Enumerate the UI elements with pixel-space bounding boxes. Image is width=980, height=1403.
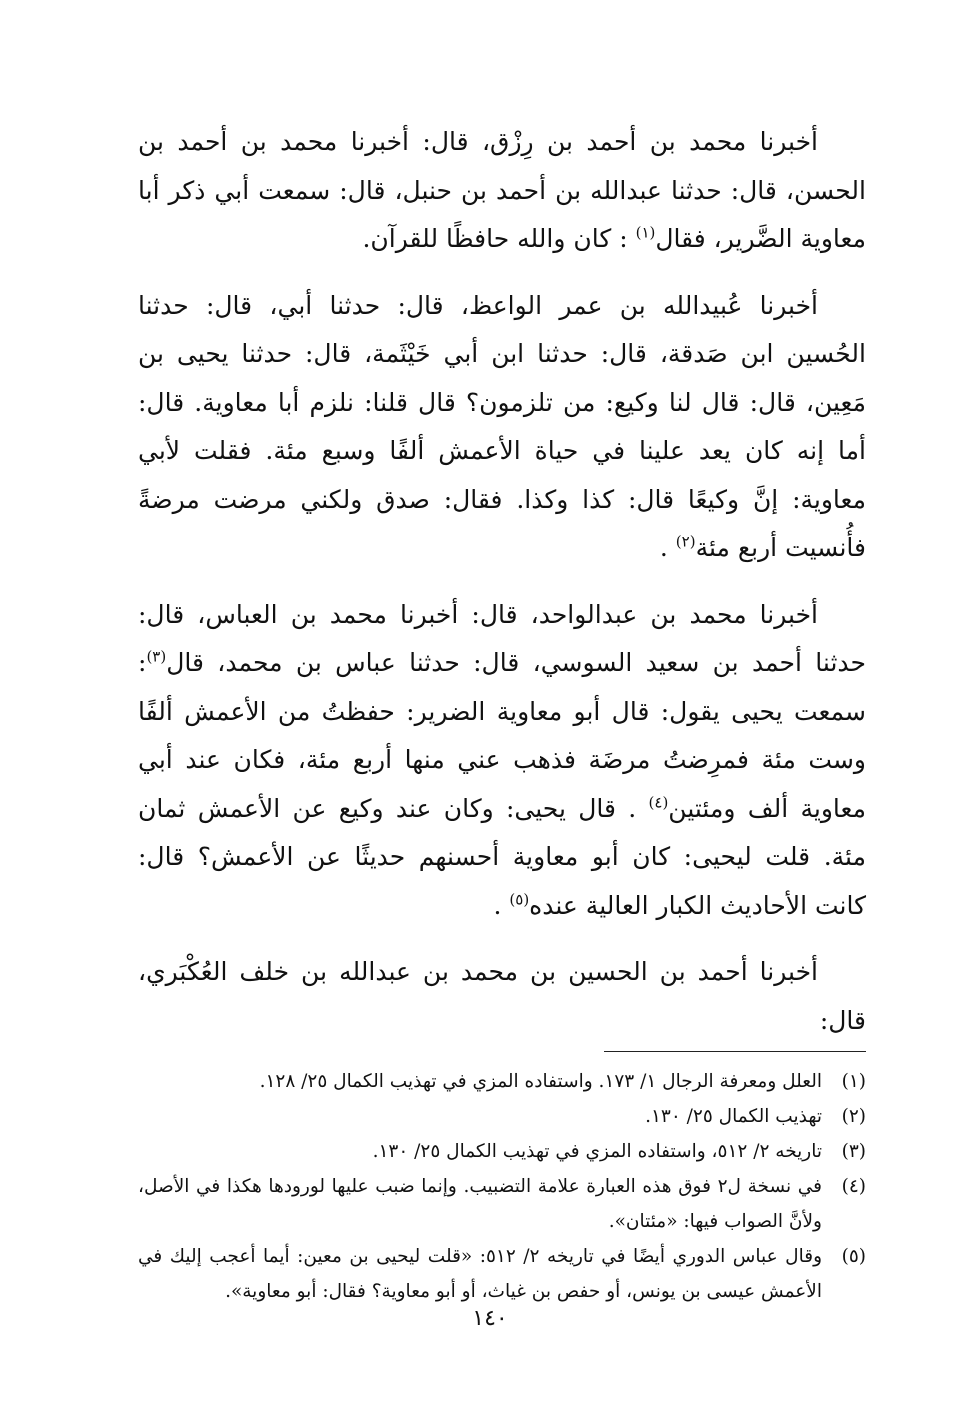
footnote-2 <box>138 1099 866 1134</box>
footnote-number: (١) <box>841 1071 866 1092</box>
footnote-4 <box>138 1169 866 1239</box>
footnote-text: تهذيب الكمال ٢٥/ ١٣٠. <box>645 1106 822 1127</box>
footnote-number: (٤) <box>841 1176 866 1197</box>
paragraph-text: : كان والله حافظًا للقرآن. <box>362 224 636 253</box>
paragraph-text: : سمعت يحيى يقول: قال أبو معاوية الضرير: حفظتُ من الأعمش ألفًا وست مئة فمرِضتُ مرضَة فذهب عني منها أربع مئة، فكان عند أبي معاوية ألف ومئتين <box>138 648 866 823</box>
footnote-text: في نسخة ل٢ فوق هذه العبارة علامة التضبيب. وإنما ضبب عليها لورودها هكذا في الأصل، ولأنَّ الصواب فيها: «مئتان». <box>138 1176 822 1232</box>
footnote-3 <box>138 1134 866 1169</box>
paragraph-text: أخبرنا محمد بن عبدالواحد، قال: أخبرنا محمد بن العباس، قال: حدثنا أحمد بن سعيد السوسي، قال: حدثنا عباس بن محمد، قال <box>138 599 866 677</box>
footnote-text: تاريخه ٢/ ٥١٢، واستفاده المزي في تهذيب الكمال ٢٥/ ١٣٠. <box>372 1141 822 1162</box>
page-number: ١٤٠ <box>472 1306 508 1331</box>
paragraph-4 <box>138 948 866 1045</box>
paragraph-2 <box>138 282 866 573</box>
footnote-5 <box>138 1239 866 1309</box>
footnote-divider <box>604 1051 866 1052</box>
paragraph-text: أخبرنا محمد بن أحمد بن رِزْق، قال: أخبرنا محمد بن أحمد بن الحسن، قال: حدثنا عبدالله بن أحمد بن حنبل، قال: سمعت أبي ذكر أبا معاوية الضَّرير، فقال <box>138 127 866 253</box>
footnote-ref-2[interactable]: (٢) <box>675 532 696 551</box>
footnote-1 <box>138 1064 866 1099</box>
paragraph-text: . قال يحيى: وكان عند وكيع عن الأعمش ثمان مئة. قلت ليحيى: كان أبو معاوية أحسنهم حديثًا عن الأعمش؟ قال: كانت الأحاديث الكبار العالية عنده <box>138 793 866 920</box>
paragraph-text: أخبرنا أحمد بن الحسين بن محمد بن عبدالله بن خلف العُكْبَري، قال: <box>138 957 866 1035</box>
footnote-ref-4[interactable]: (٤) <box>648 793 669 812</box>
footnote-text: وقال عباس الدوري أيضًا في تاريخه ٢/ ٥١٢: «قلت ليحيى بن معين: أيما أعجب إليك في الأعمش عيسى بن يونس، أو حفص بن غياث، أو أبو معاوية؟ فقال: أبو معاوية». <box>138 1246 823 1302</box>
paragraph-text: أخبرنا عُبيدالله بن عمر الواعظ، قال: حدثنا أبي، قال: حدثنا الحُسين ابن صَدقة، قال: حدثنا ابن أبي خَيْثَمة، قال: حدثنا يحيى بن مَعِين، قال: قال لنا وكيع: من تلزمون؟ قال قلنا: نلزم أبا معاوية. قال: أما إنه كان يعد علينا في حياة الأعمش ألفًا وسبع مئة. فقلت لأبي معاوية: إنَّ وكيعًا قال: كذا وكذا. فقال: صدق ولكني مرضت مرضةً فأُنسيت أربع مئة <box>138 290 866 562</box>
footnote-ref-3[interactable]: (٣) <box>146 647 167 666</box>
footnote-text: العلل ومعرفة الرجال ١/ ١٧٣. واستفاده المزي في تهذيب الكمال ٢٥/ ١٢٨. <box>259 1071 822 1092</box>
footnotes <box>138 1064 866 1309</box>
footnote-ref-5[interactable]: (٥) <box>509 890 530 909</box>
footnote-number: (٥) <box>841 1246 866 1267</box>
footnote-number: (٢) <box>841 1106 866 1127</box>
paragraph-text: . <box>493 890 510 920</box>
paragraph-text: . <box>659 533 676 562</box>
paragraph-1 <box>138 118 866 264</box>
footnote-number: (٣) <box>841 1141 866 1162</box>
page-body <box>138 118 866 1309</box>
footnote-ref-1[interactable]: (١) <box>635 223 656 242</box>
paragraph-3 <box>138 591 866 931</box>
